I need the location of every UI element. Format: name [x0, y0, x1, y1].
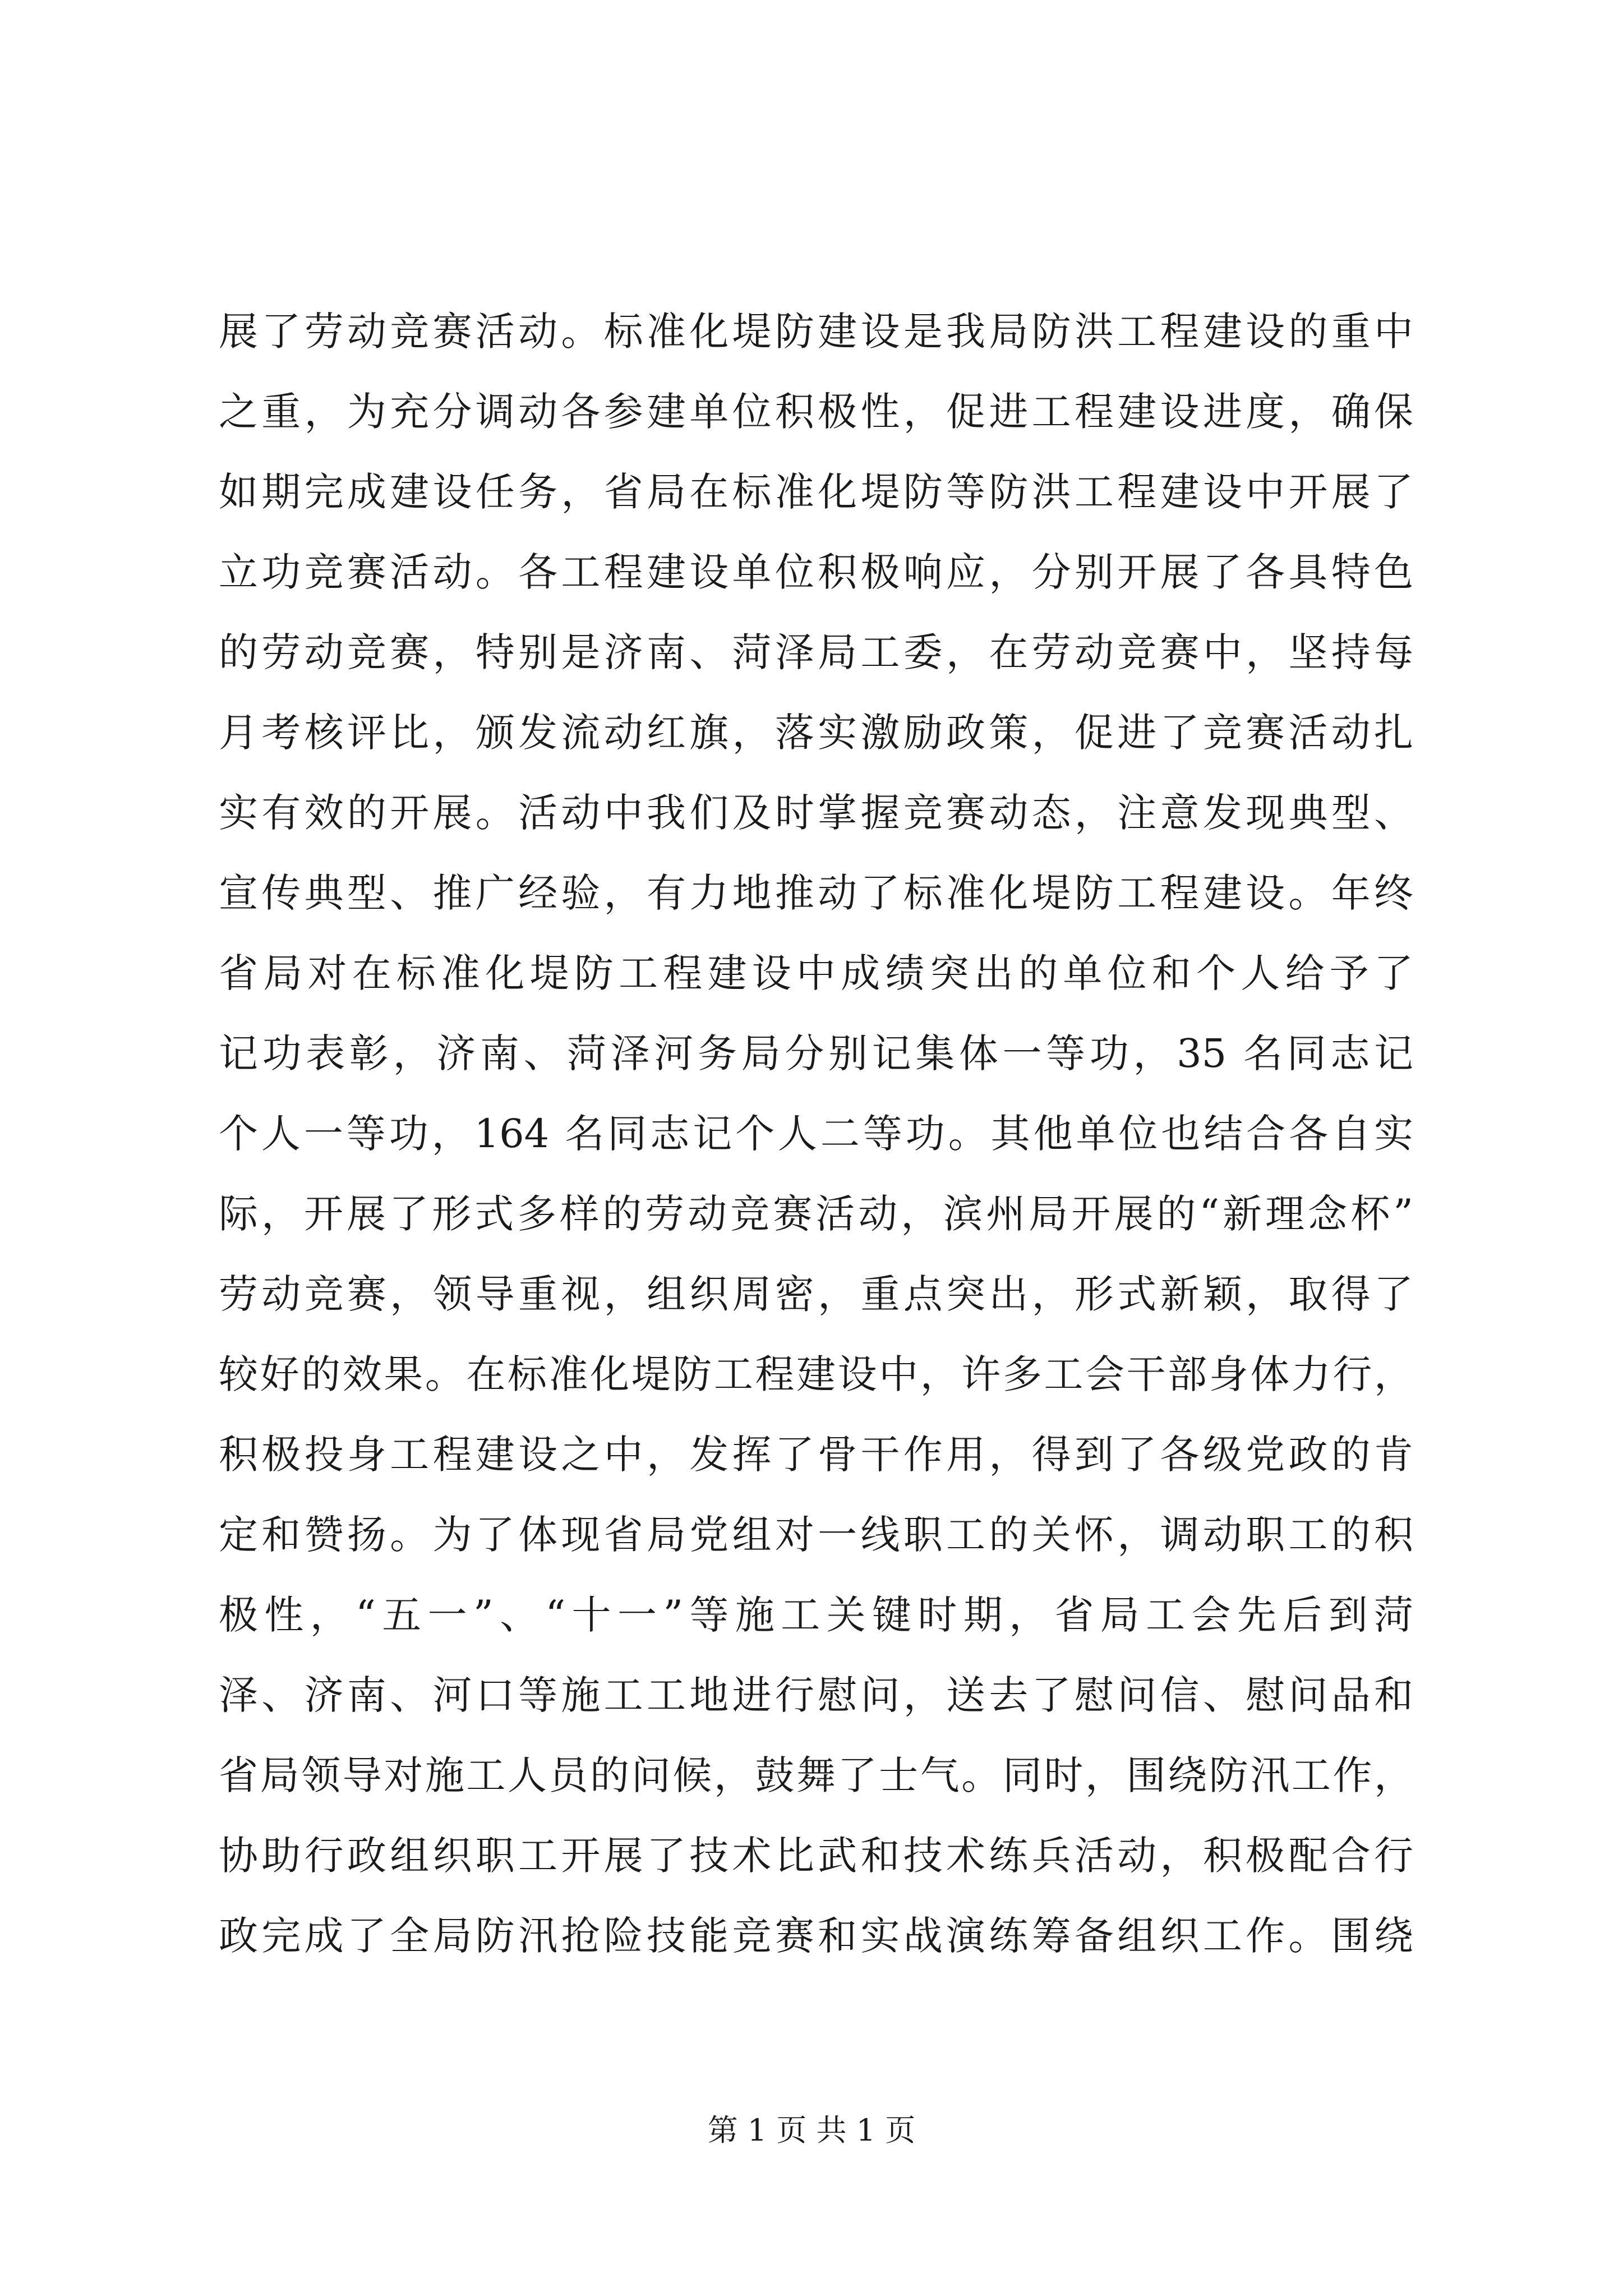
text-line: 泽、济南、河口等施工工地进行慰问，送去了慰问信、慰问品和: [219, 1672, 1413, 1718]
body-text: [219, 292, 1413, 1976]
text-line: 实有效的开展。活动中我们及时掌握竞赛动态，注意发现典型、: [219, 790, 1413, 836]
text-line: 积极投身工程建设之中，发挥了骨干作用，得到了各级党政的肯: [219, 1432, 1413, 1478]
text-line: 记功表彰，济南、菏泽河务局分别记集体一等功，35 名同志记: [219, 1030, 1413, 1076]
text-line: 劳动竞赛，领导重视，组织周密，重点突出，形式新颖，取得了: [219, 1271, 1413, 1317]
text-line: 极性，“五一”、“十一”等施工关键时期，省局工会先后到菏: [219, 1592, 1413, 1638]
text-line: 宣传典型、推广经验，有力地推动了标准化堤防工程建设。年终: [219, 870, 1413, 916]
text-line: 省局对在标准化堤防工程建设中成绩突出的单位和个人给予了: [219, 950, 1413, 996]
text-line: 较好的效果。在标准化堤防工程建设中，许多工会干部身体力行，: [219, 1351, 1413, 1397]
text-line: 定和赞扬。为了体现省局党组对一线职工的关怀，调动职工的积: [219, 1512, 1413, 1558]
text-line: 的劳动竞赛，特别是济南、菏泽局工委，在劳动竞赛中，坚持每: [219, 629, 1413, 675]
text-line: 个人一等功，164 名同志记个人二等功。其他单位也结合各自实: [219, 1111, 1413, 1157]
text-line: 省局领导对施工人员的问候，鼓舞了士气。同时，围绕防汛工作，: [219, 1752, 1413, 1798]
text-line: 月考核评比，颁发流动红旗，落实激励政策，促进了竞赛活动扎: [219, 710, 1413, 756]
text-line: 展了劳动竞赛活动。标准化堤防建设是我局防洪工程建设的重中: [219, 309, 1413, 355]
text-line: 协助行政组织职工开展了技术比武和技术练兵活动，积极配合行: [219, 1833, 1413, 1879]
page-footer: 第 1 页 共 1 页: [707, 2113, 916, 2148]
text-line: 际，开展了形式多样的劳动竞赛活动，滨州局开展的“新理念杯”: [219, 1191, 1413, 1237]
text-line: 政完成了全局防汛抢险技能竞赛和实战演练筹备组织工作。围绕: [219, 1913, 1413, 1959]
text-line: 之重，为充分调动各参建单位积极性，促进工程建设进度，确保: [219, 389, 1413, 435]
text-line: 立功竞赛活动。各工程建设单位积极响应，分别开展了各具特色: [219, 549, 1413, 595]
text-line: 如期完成建设任务，省局在标准化堤防等防洪工程建设中开展了: [219, 469, 1413, 515]
